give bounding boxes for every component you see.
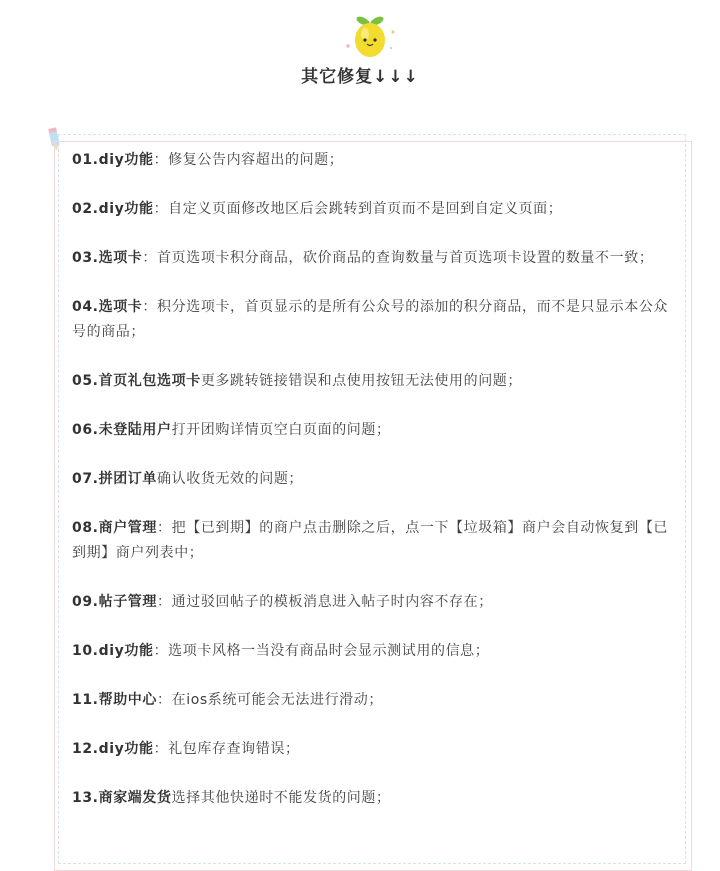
item-separator: ： [142, 250, 158, 266]
item-module: 商家端发货 [98, 790, 172, 806]
item-module: 帮助中心 [98, 692, 158, 708]
item-description: 礼包库存查询错误； [168, 741, 300, 757]
item-description: 在ios系统可能会无法进行滑动； [171, 692, 383, 708]
item-module: 帖子管理 [98, 594, 158, 610]
item-number: 11. [72, 692, 99, 708]
item-module: 未登陆用户 [98, 422, 172, 438]
item-number: 13. [72, 790, 99, 806]
item-separator: ： [153, 643, 169, 659]
item-module: 拼团订单 [98, 471, 158, 487]
list-item [72, 148, 672, 173]
list-item [72, 786, 672, 811]
item-description: 确认收货无效的问题； [157, 471, 304, 487]
list-item [72, 639, 672, 664]
item-module: diy功能 [98, 201, 154, 217]
section-header [0, 0, 720, 100]
list-item [72, 737, 672, 762]
item-description: 选项卡风格一当没有商品时会显示测试用的信息； [168, 643, 490, 659]
item-module: 选项卡 [98, 250, 143, 266]
item-separator: ： [142, 299, 158, 315]
lemon-mascot-icon [340, 12, 400, 62]
item-number: 01. [72, 152, 99, 168]
item-number: 04. [72, 299, 99, 315]
item-description: 积分选项卡，首页显示的是所有公众号的添加的积分商品，而不是只显示本公众号的商品； [72, 299, 669, 340]
item-description: 打开团购详情页空白页面的问题； [171, 422, 391, 438]
item-module: diy功能 [98, 741, 154, 757]
item-module: 首页礼包选项卡 [98, 373, 201, 389]
list-item [72, 197, 672, 222]
list-item [72, 688, 672, 713]
fix-list [72, 148, 672, 835]
item-number: 03. [72, 250, 99, 266]
item-separator: ： [157, 594, 172, 610]
item-description: 自定义页面修改地区后会跳转到首页而不是回到自定义页面； [168, 201, 563, 217]
item-number: 02. [72, 201, 99, 217]
item-number: 09. [72, 594, 99, 610]
item-separator: ： [153, 152, 169, 168]
item-separator: ： [153, 741, 169, 757]
item-number: 10. [72, 643, 99, 659]
item-separator: ： [157, 692, 172, 708]
item-description: 通过驳回帖子的模板消息进入帖子时内容不存在； [171, 594, 493, 610]
item-description: 修复公告内容超出的问题； [168, 152, 344, 168]
list-item [72, 246, 672, 271]
item-number: 08. [72, 520, 99, 536]
item-module: diy功能 [98, 643, 154, 659]
item-number: 12. [72, 741, 99, 757]
item-module: 选项卡 [98, 299, 143, 315]
item-description: 把【已到期】的商户点击删除之后，点一下【垃圾箱】商户会自动恢复到【已到期】商户列表中； [72, 520, 669, 561]
item-number: 06. [72, 422, 99, 438]
section-title: 其它修复↓↓↓ [301, 67, 419, 87]
item-module: diy功能 [98, 152, 154, 168]
item-module: 商户管理 [98, 520, 158, 536]
item-number: 05. [72, 373, 99, 389]
list-item [72, 418, 672, 443]
item-description: 选择其他快递时不能发货的问题； [171, 790, 391, 806]
list-item [72, 590, 672, 615]
list-item [72, 369, 672, 394]
list-item [72, 516, 672, 566]
item-separator: ： [153, 201, 169, 217]
item-description: 更多跳转链接错误和点使用按钮无法使用的问题； [200, 373, 523, 389]
list-item [72, 467, 672, 492]
list-item [72, 295, 672, 345]
item-separator: ： [157, 520, 172, 536]
item-number: 07. [72, 471, 99, 487]
item-description: 首页选项卡积分商品，砍价商品的查询数量与首页选项卡设置的数量不一致； [157, 250, 654, 266]
